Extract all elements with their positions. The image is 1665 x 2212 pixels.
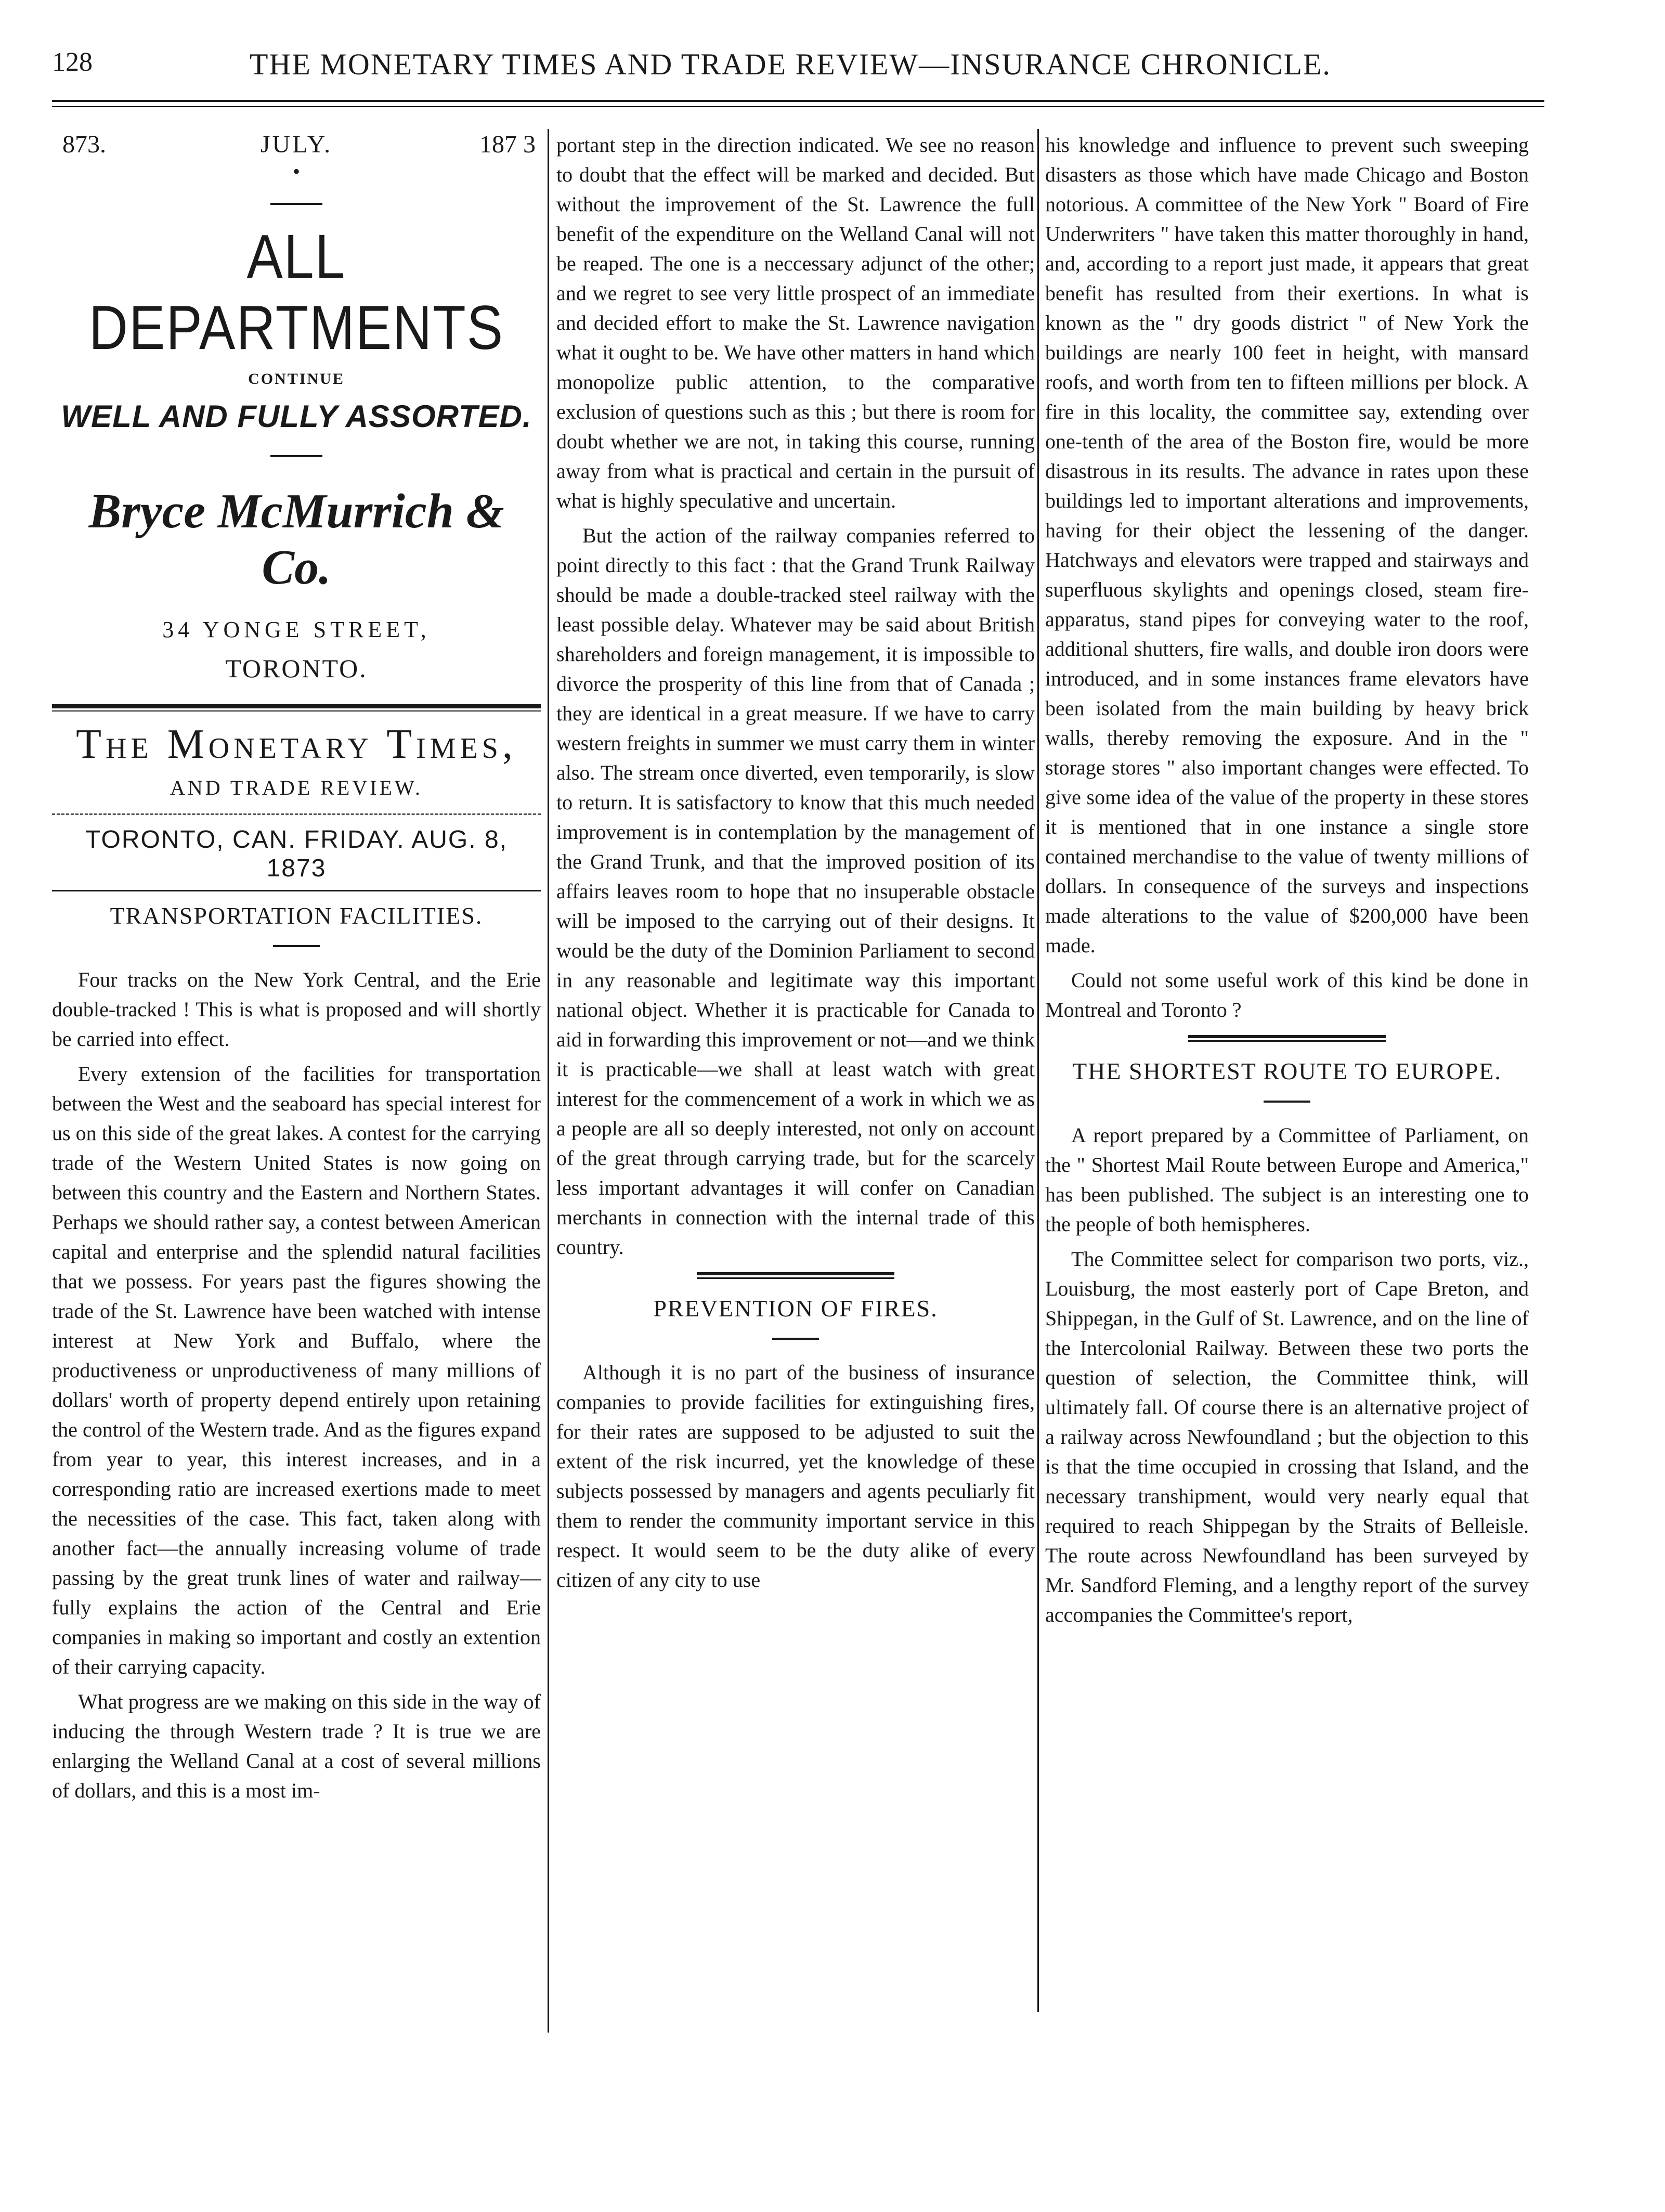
- advert-rule: [270, 203, 322, 205]
- masthead-title: The Monetary Times,: [76, 721, 517, 767]
- header-rule-thin: [52, 106, 1544, 107]
- masthead-rule: [52, 704, 541, 708]
- advert-tagline: WELL AND FULLY ASSORTED.: [61, 399, 532, 434]
- dateline-rule: [52, 890, 541, 891]
- heading-rule: [1264, 1101, 1310, 1103]
- article-paragraph: What progress are we making on this side in the way of inducing the through Western trade ? It is true we are enlarging the Welland Canal at a cost of several millions of dollars, and this is a most im-: [52, 1690, 541, 1802]
- advert-dateline: [52, 130, 541, 161]
- article-heading: TRANSPORTATION FACILITIES.: [110, 902, 483, 929]
- column-1: [52, 130, 541, 1810]
- article-paragraph: Every extension of the facilities for transportation between the West and the seaboard has special interest for us on this side of the great lakes. A contest for the carrying trade of the Western United States is now going on between this country and the Eastern and Northern States. Perhaps we should rather say, a contest between American capital and enterprise and the splendid natural facilities that we possess. For years past the figures showing the trade of the St. Lawrence have been watched with intense interest at New York and Buffalo, where the productiveness or unproductiveness of many millions of dollars' worth of property depend entirely upon retaining the control of the Western trade. And as the figures expand from year to year, this interest increases, and in a corresponding ratio are increased exertions made to meet the necessities of the case. This fact, taken along with another fact—the annually increasing volume of trade passing by the great trunk lines of water and railway—fully explains the action of the Central and Erie companies in making so important and costly an extention of their carrying capacity.: [52, 1062, 541, 1678]
- column-2: [556, 130, 1035, 1600]
- heading-rule: [273, 945, 320, 947]
- section-separator: [1188, 1035, 1386, 1042]
- article-paragraph: Could not some useful work of this kind be done in Montreal and Toronto ?: [1045, 968, 1529, 1021]
- article-paragraph: his knowledge and influence to prevent such sweeping disasters as those which have made Chicago and Boston notorious. A committee of the New York " Board of Fire Underwriters " have taken this matter thoroughly in hand, and, according to a report just made, it appears that great benefit has resulted from their exertions. In what is known as the " dry goods district " of New York the buildings are nearly 100 feet in height, with mansard roofs, and worth from ten to fifteen millions per block. A fire in this locality, the committee say, extending over one-tenth of the area of the Boston fire, would be more disastrous in its results. The advance in rates upon these buildings led to important alterations and improvements, having for their object the lessening of the danger. Hatchways and elevators were trapped and stairways and superfluous skylights and openings closed, steam fire-apparatus, stand pipes for conveying water to the roof, additional shutters, fire walls, and double iron doors were introduced, and in some instances frame elevators have been isolated from the main building by heavy brick walls, thereby removing the exposure. And in the " storage stores " also important changes were effected. To give some idea of the value of the property in these stores it is mentioned that in one instance a single store contained merchandise to the value of twenty millions of dollars. In consequence of the surveys and inspections made alterations to the value of $200,000 have been made.: [1045, 133, 1529, 957]
- page-number: 128: [52, 47, 93, 77]
- masthead-rule-thin: [52, 710, 541, 712]
- advert-dot: •: [292, 160, 300, 183]
- advert-continue: CONTINUE: [248, 370, 345, 387]
- header-rule: [52, 100, 1544, 102]
- issue-dateline: TORONTO, CAN. FRIDAY. AUG. 8, 1873: [85, 826, 508, 882]
- advertisement: [52, 130, 541, 683]
- running-header: [52, 47, 1529, 94]
- heading-rule: [772, 1338, 819, 1340]
- advert-firm-name: Bryce McMurrich & Co.: [88, 484, 504, 594]
- article-paragraph: A report prepared by a Committee of Parliament, on the " Shortest Mail Route between Europe and America," has been published. The subject is an interesting one to the people of both hemispheres.: [1045, 1123, 1529, 1236]
- section-separator: [697, 1272, 894, 1279]
- masthead-subtitle: AND TRADE REVIEW.: [170, 776, 423, 799]
- article-heading: THE SHORTEST ROUTE TO EUROPE.: [1072, 1058, 1502, 1084]
- advert-headline: ALL DEPARTMENTS: [88, 222, 504, 363]
- advert-year-left: 873.: [62, 131, 106, 158]
- advert-city: TORONTO.: [225, 654, 368, 683]
- column-3: [1045, 130, 1529, 1635]
- column-divider: [1037, 129, 1039, 2012]
- masthead-dashed-rule: [52, 813, 541, 815]
- column-divider: [548, 129, 549, 2033]
- article-paragraph: portant step in the direction indicated. We see no reason to doubt that the effect will be marked and decided. But without the improvement of the St. Lawrence the full benefit of the expenditure on the Welland Canal will not be reaped. The one is a neccessary adjunct of the other; and we regret to see very little prospect of an immediate and decided effort to make the St. Lawrence navigation what it ought to be. We have other matters in hand which monopolize public attention, to the comparative exclusion of questions such as this ; but there is room for doubt whether we are not, in taking this course, running away from what is practical and certain in the pursuit of what is highly speculative and uncertain.: [556, 133, 1035, 512]
- advert-rule: [270, 455, 322, 457]
- article-heading: PREVENTION OF FIRES.: [653, 1295, 938, 1322]
- article-transportation: [52, 902, 541, 1805]
- article-paragraph: Although it is no part of the business of insurance companies to provide facilities for extinguishing fires, for their rates are supposed to be adjusted to suit the extent of the risk incurred, yet the knowledge of these subjects possessed by managers and agents peculiarly fit them to render the community important service in this respect. It would seem to be the duty alike of every citizen of any city to use: [556, 1361, 1035, 1592]
- advert-month: JULY.: [260, 131, 333, 158]
- advert-year-right: 187 3: [479, 131, 536, 158]
- masthead: [52, 721, 541, 891]
- article-paragraph: But the action of the railway companies referred to point directly to this fact : that the Grand Trunk Railway should be made a double-tracked steel railway with the least possible delay. Whatever may be said about British shareholders and foreign management, it is impossible to divorce the prosperity of this line from that of Canada ; they are identical in a great measure. If we have to carry western freights in summer we must carry them in winter also. The stream once diverted, even temporarily, is slow to return. It is satisfactory to know that this much needed improvement is in contemplation by the management of the Grand Trunk, and that the improved position of its affairs leaves room to hope that no insuperable obstacle will be imposed to the carrying out of their designs. It would be the duty of the Dominion Parliament to second in any reasonable and legitimate way this important national object. Whether it is practicable for Canada to aid in forwarding this improvement or not—and we think it is practicable—we shall at least watch with great interest for the commencement of a work in which we as a people are all so deeply interested, not only on account of the great through carrying trade, but for the scarcely less important advantages it will confer on Canadian merchants in connection with the internal trade of this country.: [556, 524, 1035, 1259]
- article-paragraph: The Committee select for comparison two ports, viz., Louisburg, the most easterly port of Cape Breton, and Shippegan, in the Gulf of St. Lawrence, and on the line of the Intercolonial Railway. Between these two ports the question of selection, the Committee think, will ultimately fall. Of course there is an alternative project of a railway across Newfoundland ; but the objection to this is that the time occupied in crossing that Island, and the necessary transhipment, would very nearly equal that required to reach Shippegan by the Straits of Belleisle. The route across Newfoundland has been surveyed by Mr. Sandford Fleming, and a lengthy report of the survey accompanies the Committee's report,: [1045, 1247, 1529, 1626]
- advert-street: 34 YONGE STREET,: [162, 617, 431, 642]
- running-title: THE MONETARY TIMES AND TRADE REVIEW—INSURANCE CHRONICLE.: [250, 47, 1331, 81]
- article-paragraph: Four tracks on the New York Central, and the Erie double-tracked ! This is what is proposed and will shortly be carried into effect.: [52, 968, 541, 1051]
- article-shortest-route: [1045, 1057, 1529, 1629]
- article-fires: [556, 1295, 1035, 1595]
